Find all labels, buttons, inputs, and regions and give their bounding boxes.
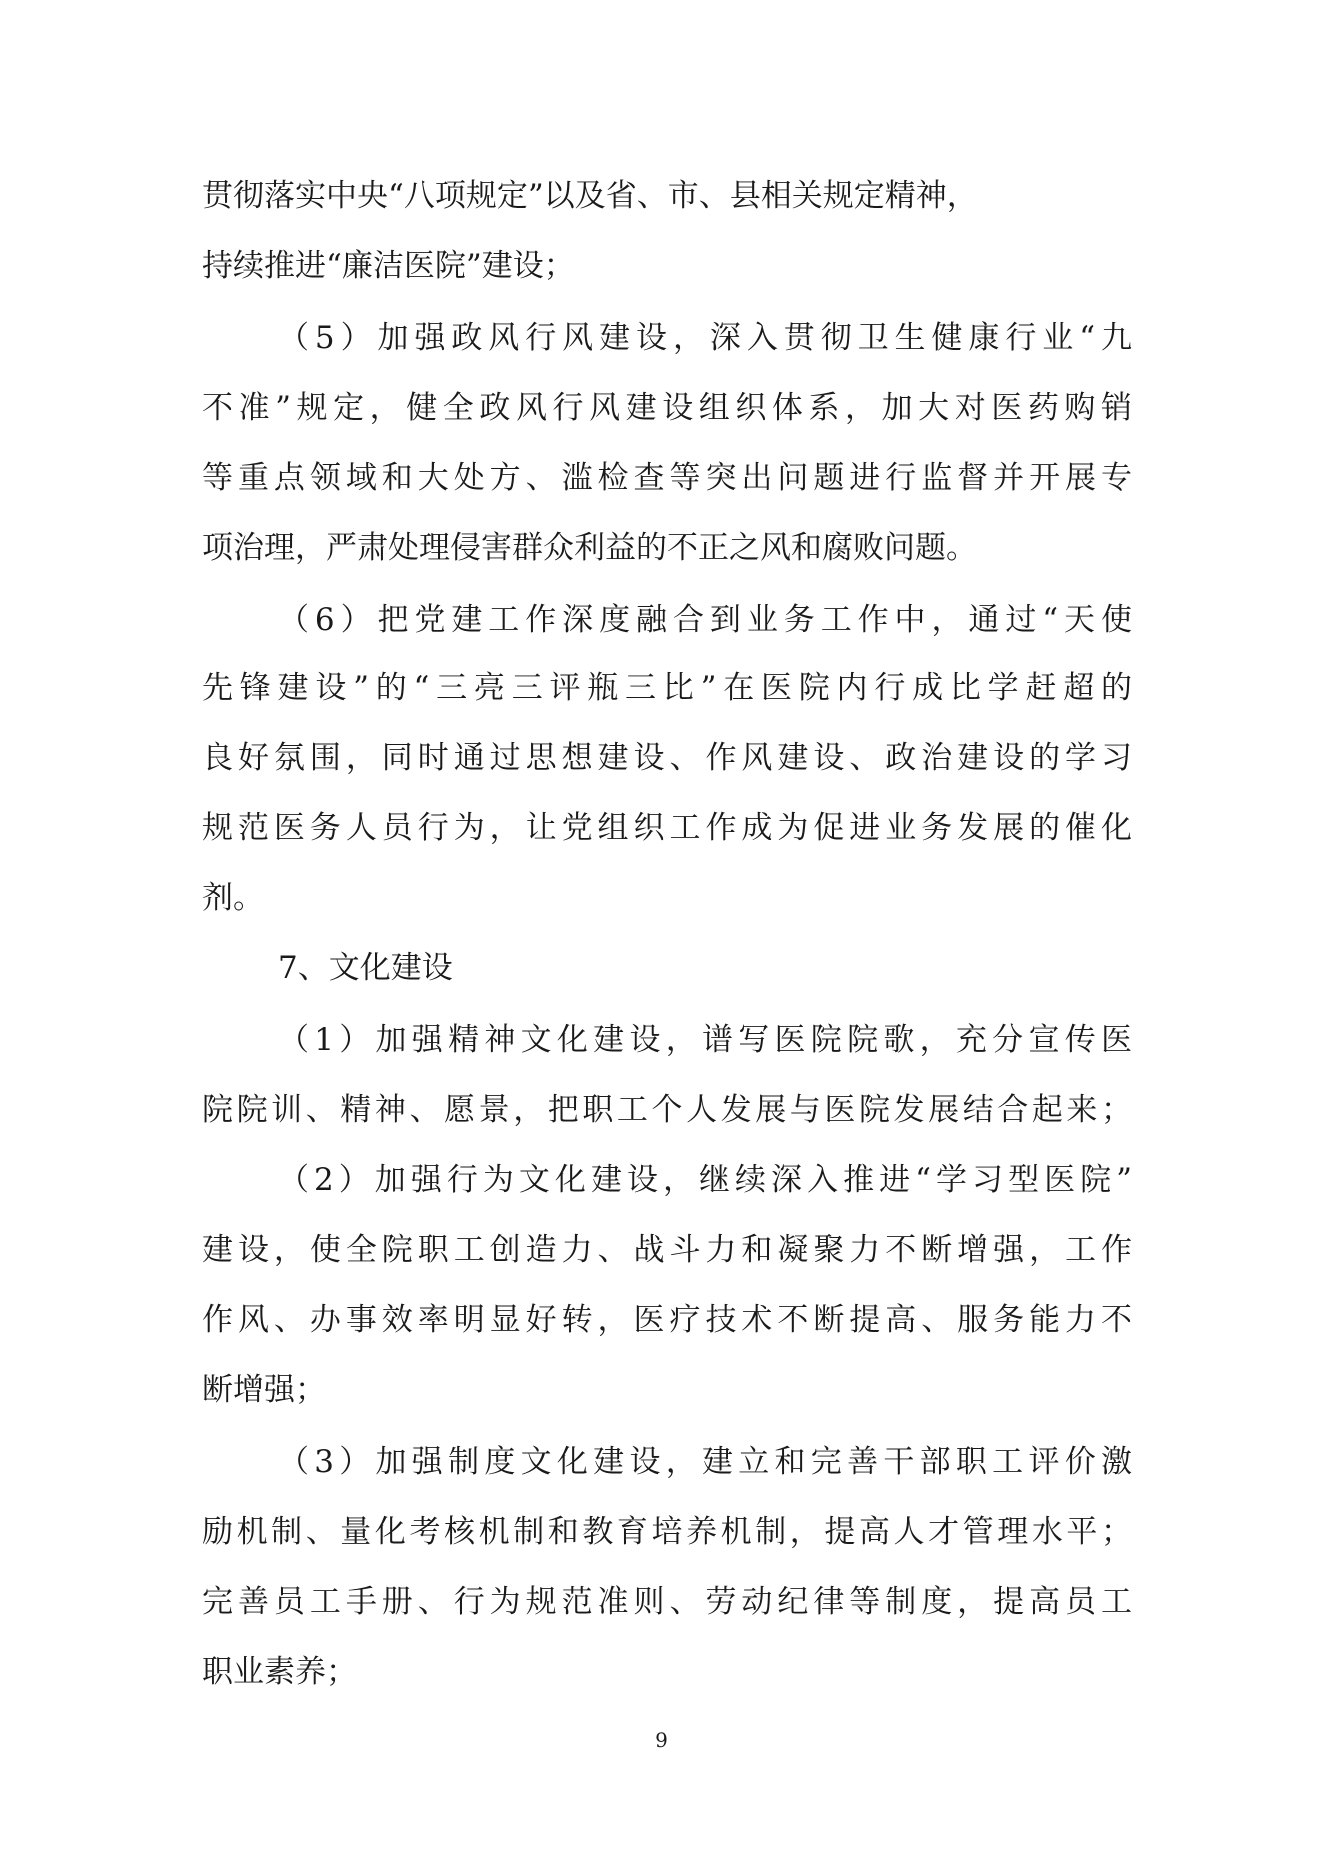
text-line: 良好氛围，同时通过思想建设、作风建设、政治建设的学习 (202, 740, 1132, 776)
text-line: 规范医务人员行为，让党组织工作成为促进业务发展的催化 (202, 810, 1132, 846)
text-line: （2）加强行为文化建设，继续深入推进“学习型医院” (278, 1162, 1132, 1198)
text-line: （6）把党建工作深度融合到业务工作中，通过“天使 (278, 602, 1132, 638)
text-line: 等重点领域和大处方、滥检查等突出问题进行监督并开展专 (202, 460, 1132, 496)
text-line: 院院训、精神、愿景，把职工个人发展与医院发展结合起来； (202, 1092, 1132, 1128)
text-line: 剂。 (202, 880, 264, 916)
text-line: （1）加强精神文化建设，谱写医院院歌，充分宣传医 (278, 1022, 1132, 1058)
text-line: 先锋建设”的“三亮三评瓶三比”在医院内行成比学赶超的 (202, 670, 1132, 706)
section-heading: 7、文化建设 (278, 950, 453, 986)
text-line: 持续推进“廉洁医院”建设； (202, 248, 575, 284)
text-line: 励机制、量化考核机制和教育培养机制，提高人才管理水平； (202, 1514, 1132, 1550)
text-line: 职业素养； (202, 1654, 357, 1690)
text-line: 贯彻落实中央“八项规定”以及省、市、县相关规定精神， (202, 178, 978, 214)
text-line: （3）加强制度文化建设，建立和完善干部职工评价激 (278, 1444, 1132, 1480)
text-line: 项治理，严肃处理侵害群众利益的不正之风和腐败问题。 (202, 530, 977, 566)
text-line: （5）加强政风行风建设，深入贯彻卫生健康行业“九 (278, 320, 1132, 356)
text-line: 建设，使全院职工创造力、战斗力和凝聚力不断增强，工作 (202, 1232, 1132, 1268)
text-line: 不准”规定，健全政风行风建设组织体系，加大对医药购销 (202, 390, 1132, 426)
text-line: 完善员工手册、行为规范准则、劳动纪律等制度，提高员工 (202, 1584, 1132, 1620)
text-line: 作风、办事效率明显好转，医疗技术不断提高、服务能力不 (202, 1302, 1132, 1338)
page-number: 9 (655, 1728, 668, 1752)
text-line: 断增强； (202, 1372, 326, 1408)
